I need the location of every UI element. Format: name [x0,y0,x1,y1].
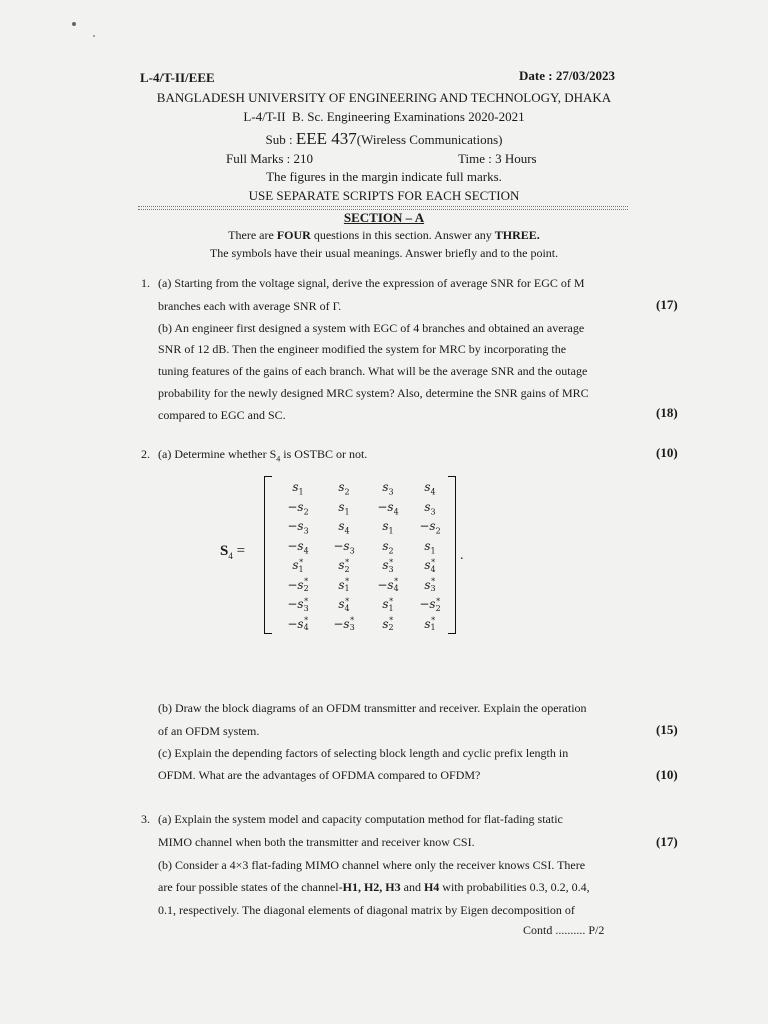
q2b-marks: (15) [656,722,678,737]
symbols-note: The symbols have their usual meanings. Answer briefly and to the point. [209,246,559,260]
q2a-text: (a) Determine whether $S_4$ is OSTBC or not. [158,447,368,464]
matrix-cell: −s * 3 [287,596,309,613]
course-code: L-4/T-II/EEE [140,70,215,85]
matrix-cell: s * 3 [382,557,394,574]
matrix-cell: $s_1$ [382,519,394,536]
university-name: BANGLADESH UNIVERSITY OF ENGINEERING AND TECHNOLOGY, DHAKA [156,90,612,105]
continued-note: Contd .......... P/2 [523,923,605,937]
matrix-cell: $s_4$ [424,480,436,497]
matrix-cell: s * 3 [424,577,436,593]
matrix-cell: s * 1 [338,577,350,593]
section-intro: There are FOUR questions in this section. Answer any THREE. [228,228,540,242]
matrix-period: . [460,548,464,563]
question-number: 3. [141,812,150,826]
matrix-cell: −s * 4 [287,616,309,632]
q3a-text: MIMO channel when both the transmitter and receiver know CSI. [158,835,475,849]
matrix-cell: $s_2$ [382,538,394,555]
exam-date: Date : 27/03/2023 [519,68,616,83]
marks-note: The figures in the margin indicate full marks. [266,169,502,184]
matrix-cell: $s_1$ [424,538,436,555]
matrix-cell: −s * 4 [377,577,399,593]
scan-speck [93,35,95,37]
question-number: 1. [141,276,150,290]
subject-line: Sub : EEE 437(Wireless Communications) [265,129,503,148]
q1b-text: SNR of 12 dB. Then the engineer modified the system for MRC by incorporating the [158,342,567,356]
exam-time: Time : 3 Hours [458,151,537,166]
q3b-text: 0.1, respectively. The diagonal elements of diagonal matrix by Eigen decomposition of [158,903,575,917]
q3a-marks: (17) [656,834,678,849]
q2c-marks: (10) [656,767,678,782]
q2c-text: (c) Explain the depending factors of selecting block length and cyclic prefix length in [158,746,569,760]
matrix-cell: s * 4 [424,557,436,574]
question-number: 2. [141,447,150,461]
matrix-cell: $s_1$ [338,499,350,516]
exam-title: L-4/T-II B. Sc. Engineering Examinations 2020-2021 [243,109,525,124]
matrix-cell: s * 2 [382,616,394,632]
matrix-cell: $s_3$ [382,480,394,497]
matrix-cell: −s * 2 [419,596,441,613]
scripts-instruction: USE SEPARATE SCRIPTS FOR EACH SECTION [248,188,520,203]
matrix-cell: −s * 2 [287,577,309,593]
q3a-text: (a) Explain the system model and capacity computation method for flat-fading static [158,812,563,826]
q2c-text: OFDM. What are the advantages of OFDMA compared to OFDM? [158,768,481,782]
q1b-text: compared to EGC and SC. [158,408,286,422]
q2b-text: of an OFDM system. [158,724,260,738]
q2b-text: (b) Draw the block diagrams of an OFDM transmitter and receiver. Explain the operation [158,701,587,715]
matrix-cell: s * 1 [424,616,436,632]
matrix-cell: $-s_3$ [333,538,355,555]
q1a-text: (a) Starting from the voltage signal, derive the expression of average SNR for EGC of M [158,276,585,290]
divider [138,206,628,207]
q1b-text: probability for the newly designed MRC system? Also, determine the SNR gains of MRC [158,386,589,400]
matrix-cell: $s_3$ [424,499,436,516]
matrix-cell: s * 4 [338,596,350,613]
q1b-marks: (18) [656,405,678,420]
matrix-cell: s * 2 [338,557,350,574]
matrix-cell: $-s_2$ [287,499,309,516]
q1a-marks: (17) [656,297,678,312]
matrix-cell: $-s_4$ [377,499,399,516]
matrix-cell: $s_4$ [338,519,350,536]
section-title: SECTION – A [343,210,425,225]
q2a-marks: (10) [656,445,678,460]
full-marks: Full Marks : 210 [226,151,314,166]
matrix-cell: $-s_4$ [287,538,309,555]
q3b-text: are four possible states of the channel-H1, H2, H3 and H4 with probabilities 0.3, 0.2, 0.4, [158,880,590,894]
matrix-s4 [262,476,458,632]
matrix-cell: $-s_2$ [419,519,441,536]
q3b-text: (b) Consider a 4×3 flat-fading MIMO channel where only the receiver knows CSI. There [158,858,586,872]
subject-title: (Wireless Communications) [356,132,503,147]
subject-code: EEE 437 [295,129,357,148]
q1a-text: branches each with average SNR of Γ. [158,299,342,313]
matrix-cell: s * 1 [382,596,394,613]
matrix-cell: s * 1 [292,557,304,574]
matrix-cell: −s * 3 [333,616,355,632]
q1b-text: tuning features of the gains of each branch. What will be the average SNR and the outage [158,364,588,378]
q1b-text: (b) An engineer first designed a system with EGC of 4 branches and obtained an average [158,321,585,335]
matrix-cell: $s_1$ [292,480,304,497]
matrix-label: $S_4$ = [220,543,246,561]
matrix-cell: $-s_3$ [287,519,309,536]
scan-speck [72,22,76,26]
matrix-cell: $s_2$ [338,480,350,497]
